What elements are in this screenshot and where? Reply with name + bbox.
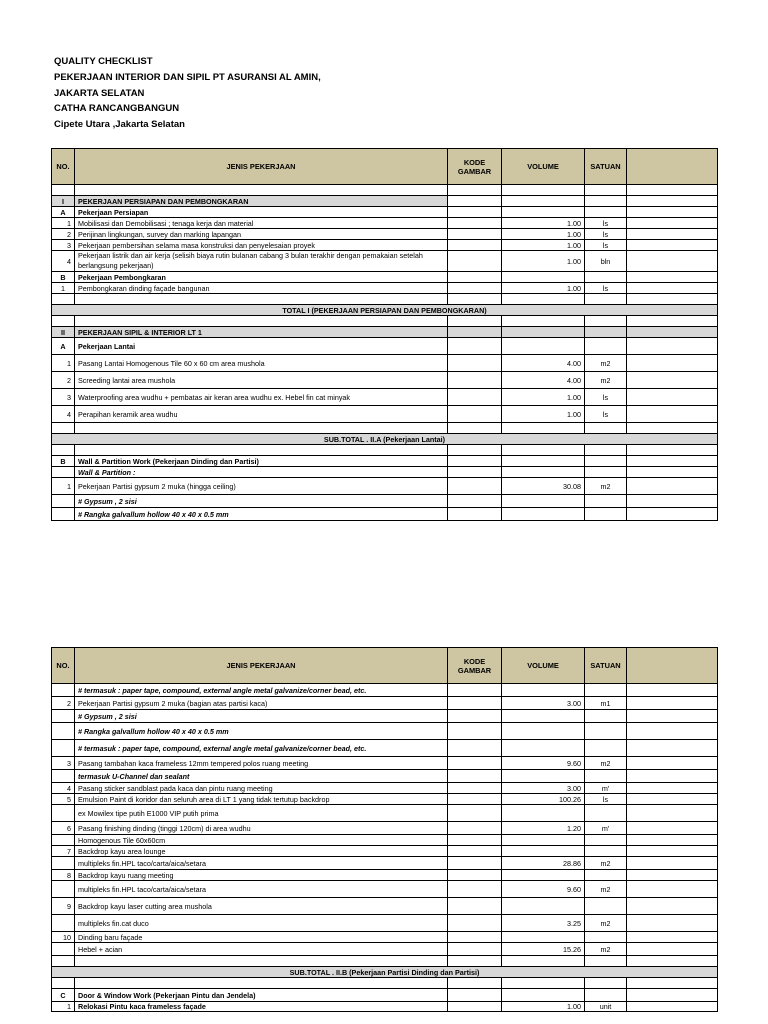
table-row: # termasuk : paper tape, compound, external angle metal galvanize/corner bead, etc. bbox=[52, 740, 718, 757]
table-row: 2 Perijinan lingkungan, survey dan marking lapangan 1.00 ls bbox=[52, 229, 718, 240]
table-row: 1 Pekerjaan Partisi gypsum 2 muka (hingga ceiling) 30.08 m2 bbox=[52, 478, 718, 495]
blank-row bbox=[52, 185, 718, 196]
blank-row bbox=[52, 978, 718, 989]
col-jenis-header: JENIS PEKERJAAN bbox=[75, 149, 448, 185]
table-row: multipleks fin.HPL taco/carta/aica/setara 28.86 m2 bbox=[52, 857, 718, 870]
subsection-row: A Pekerjaan Persiapan bbox=[52, 207, 718, 218]
table-row: 10 Dinding baru façade bbox=[52, 932, 718, 943]
blank-row bbox=[52, 423, 718, 434]
blank-row bbox=[52, 316, 718, 327]
table-row: Hebel + acian 15.26 m2 bbox=[52, 943, 718, 956]
checklist-table-2 bbox=[51, 647, 718, 1012]
col-volume-header: VOLUME bbox=[502, 149, 585, 185]
col-no-header: NO. bbox=[52, 149, 75, 185]
subtotal-row: SUB.TOTAL . II.A (Pekerjaan Lantai) bbox=[52, 434, 718, 445]
col-satuan-header: SATUAN bbox=[585, 648, 627, 684]
checklist-table-1 bbox=[51, 148, 718, 521]
table-row: 3 Pekerjaan pembersihan selama masa konstruksi dan penyelesaian proyek 1.00 ls bbox=[52, 240, 718, 251]
section-row: I PEKERJAAN PERSIAPAN DAN PEMBONGKARAN bbox=[52, 196, 718, 207]
table-row: 1 Pembongkaran dinding façade bangunan 1.00 ls bbox=[52, 283, 718, 294]
table-row: 8 Backdrop kayu ruang meeting bbox=[52, 870, 718, 881]
table-row: Wall & Partition : bbox=[52, 467, 718, 478]
col-jenis-header: JENIS PEKERJAAN bbox=[75, 648, 448, 684]
subsection-row: B Pekerjaan Pembongkaran bbox=[52, 272, 718, 283]
table-row: # Gypsum , 2 sisi bbox=[52, 710, 718, 723]
table-row: 5 Emulsion Paint di koridor dan seluruh area di LT 1 yang tidak tertutup backdrop 100.26 ls bbox=[52, 794, 718, 805]
col-no-header: NO. bbox=[52, 648, 75, 684]
subsection-row: C Door & Window Work (Pekerjaan Pintu dan Jendela) bbox=[52, 989, 718, 1002]
table-header-row bbox=[52, 648, 718, 684]
table-header-row bbox=[52, 149, 718, 185]
subsection-row: A Pekerjaan Lantai bbox=[52, 338, 718, 355]
table-row: multipleks fin.cat duco 3.25 m2 bbox=[52, 915, 718, 932]
blank-row bbox=[52, 445, 718, 456]
table-row: # Rangka galvallum hollow 40 x 40 x 0.5 mm bbox=[52, 508, 718, 521]
table-row: 9 Backdrop kayu laser cutting area mushola bbox=[52, 898, 718, 915]
table-row: 6 Pasang finishing dinding (tinggi 120cm) di area wudhu 1.20 m' bbox=[52, 822, 718, 835]
table-row: 2 Screeding lantai area mushola 4.00 m2 bbox=[52, 372, 718, 389]
subsection-row: B Wall & Partition Work (Pekerjaan Dinding dan Partisi) bbox=[52, 456, 718, 467]
table-row: multipleks fin.HPL taco/carta/aica/setara 9.60 m2 bbox=[52, 881, 718, 898]
subtotal-row: SUB.TOTAL . II.B (Pekerjaan Partisi Dinding dan Partisi) bbox=[52, 967, 718, 978]
col-kode-header: KODE GAMBAR bbox=[448, 149, 502, 185]
table-row: 7 Backdrop kayu area lounge bbox=[52, 846, 718, 857]
col-volume-header: VOLUME bbox=[502, 648, 585, 684]
header-address: Cipete Utara ,Jakarta Selatan bbox=[54, 119, 185, 131]
col-satuan-header: SATUAN bbox=[585, 149, 627, 185]
table-row: Homogenous Tile 60x60cm bbox=[52, 835, 718, 846]
header-project: PEKERJAAN INTERIOR DAN SIPIL PT ASURANSI AL AMIN, bbox=[54, 71, 321, 83]
col-extra-header bbox=[627, 149, 718, 185]
table-row: ex Mowilex tipe putih E1000 VIP putih prima bbox=[52, 805, 718, 822]
table-row: 1 Pasang Lantai Homogenous Tile 60 x 60 cm area mushola 4.00 m2 bbox=[52, 355, 718, 372]
section-row: II PEKERJAAN SIPIL & INTERIOR LT 1 bbox=[52, 327, 718, 338]
table-row: 1 Mobilisasi dan Demobilisasi ; tenaga kerja dan material 1.00 ls bbox=[52, 218, 718, 229]
table-row: 3 Pasang tambahan kaca frameless 12mm tempered polos ruang meeting 9.60 m2 bbox=[52, 757, 718, 770]
table-row: 3 Waterproofing area wudhu + pembatas air keran area wudhu ex. Hebel fin cat minyak 1.00 ls bbox=[52, 389, 718, 406]
header-title: QUALITY CHECKLIST bbox=[54, 56, 153, 67]
blank-row bbox=[52, 294, 718, 305]
col-kode-header: KODE GAMBAR bbox=[448, 648, 502, 684]
table-row: # Gypsum , 2 sisi bbox=[52, 495, 718, 508]
header-company: CATHA RANCANGBANGUN bbox=[54, 103, 180, 115]
document-header bbox=[54, 54, 321, 133]
total-row: TOTAL I (PEKERJAAN PERSIAPAN DAN PEMBONGKARAN) bbox=[52, 305, 718, 316]
blank-row bbox=[52, 956, 718, 967]
table-row: 4 Perapihan keramik area wudhu 1.00 ls bbox=[52, 406, 718, 423]
table-row: # termasuk : paper tape, compound, external angle metal galvanize/corner bead, etc. bbox=[52, 684, 718, 697]
table-row: 4 Pekerjaan listrik dan air kerja (selisih biaya rutin bulanan cabang 3 bulan terakhir dengan pemakaian setelah berlangsung pekerjaan) 1.00 bln bbox=[52, 251, 718, 272]
table-row: 4 Pasang sticker sandblast pada kaca dan pintu ruang meeting 3.00 m' bbox=[52, 783, 718, 794]
table-row: # Rangka galvallum hollow 40 x 40 x 0.5 mm bbox=[52, 723, 718, 740]
table-row: 1 Relokasi Pintu kaca frameless façade 1.00 unit bbox=[52, 1002, 718, 1012]
table-row: 2 Pekerjaan Partisi gypsum 2 muka (bagian atas partisi kaca) 3.00 m1 bbox=[52, 697, 718, 710]
col-extra-header bbox=[627, 648, 718, 684]
table-row: termasuk U-Channel dan sealant bbox=[52, 770, 718, 783]
header-city: JAKARTA SELATAN bbox=[54, 87, 145, 99]
